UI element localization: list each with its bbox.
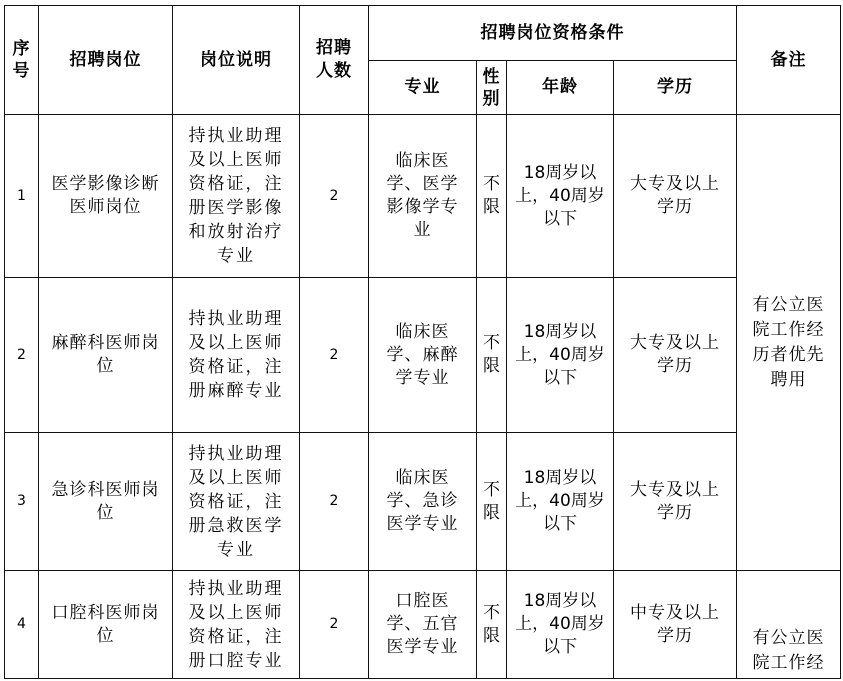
gender-requirement: 不限 xyxy=(477,115,507,278)
major-requirement: 临床医学、医学影像学专业 xyxy=(369,115,477,278)
position-description: 持执业助理及以上医师资格证，注册口腔专业 xyxy=(173,571,300,679)
header-gender: 性别 xyxy=(477,61,507,115)
table-row xyxy=(5,115,841,278)
table-row xyxy=(5,571,841,679)
education-requirement: 大专及以上学历 xyxy=(614,433,737,571)
notes-group-2: 有公立医院工作经 xyxy=(737,571,841,679)
major-requirement: 临床医学、急诊医学专业 xyxy=(369,433,477,571)
gender-requirement: 不限 xyxy=(477,278,507,433)
header-index: 序号 xyxy=(5,6,39,115)
row-index: 4 xyxy=(5,571,39,679)
age-requirement: 18周岁以上，40周岁以下 xyxy=(507,433,614,571)
age-requirement: 18周岁以上，40周岁以下 xyxy=(507,571,614,679)
row-index: 3 xyxy=(5,433,39,571)
position-name: 急诊科医师岗位 xyxy=(39,433,173,571)
gender-requirement: 不限 xyxy=(477,433,507,571)
age-requirement: 18周岁以上，40周岁以下 xyxy=(507,115,614,278)
position-name: 医学影像诊断医师岗位 xyxy=(39,115,173,278)
gender-requirement: 不限 xyxy=(477,571,507,679)
position-description: 持执业助理及以上医师资格证，注册麻醉专业 xyxy=(173,278,300,433)
recruitment-table xyxy=(4,5,841,679)
notes-group-1: 有公立医院工作经历者优先聘用 xyxy=(737,115,841,571)
education-requirement: 中专及以上学历 xyxy=(614,571,737,679)
header-count: 招聘人数 xyxy=(300,6,369,115)
header-education: 学历 xyxy=(614,61,737,115)
row-index: 1 xyxy=(5,115,39,278)
hire-count: 2 xyxy=(300,278,369,433)
row-index: 2 xyxy=(5,278,39,433)
education-requirement: 大专及以上学历 xyxy=(614,278,737,433)
major-requirement: 临床医学、麻醉学专业 xyxy=(369,278,477,433)
major-requirement: 口腔医学、五官医学专业 xyxy=(369,571,477,679)
header-description: 岗位说明 xyxy=(173,6,300,115)
header-qualifications: 招聘岗位资格条件 xyxy=(369,6,737,61)
header-notes: 备注 xyxy=(737,6,841,115)
header-age: 年龄 xyxy=(507,61,614,115)
table-row xyxy=(5,433,841,571)
table-row xyxy=(5,278,841,433)
header-position: 招聘岗位 xyxy=(39,6,173,115)
education-requirement: 大专及以上学历 xyxy=(614,115,737,278)
position-description: 持执业助理及以上医师资格证，注册急救医学专业 xyxy=(173,433,300,571)
hire-count: 2 xyxy=(300,115,369,278)
hire-count: 2 xyxy=(300,571,369,679)
header-major: 专业 xyxy=(369,61,477,115)
hire-count: 2 xyxy=(300,433,369,571)
position-name: 口腔科医师岗位 xyxy=(39,571,173,679)
position-description: 持执业助理及以上医师资格证，注册医学影像和放射治疗专业 xyxy=(173,115,300,278)
header-row-1 xyxy=(5,6,841,61)
position-name: 麻醉科医师岗位 xyxy=(39,278,173,433)
age-requirement: 18周岁以上，40周岁以下 xyxy=(507,278,614,433)
